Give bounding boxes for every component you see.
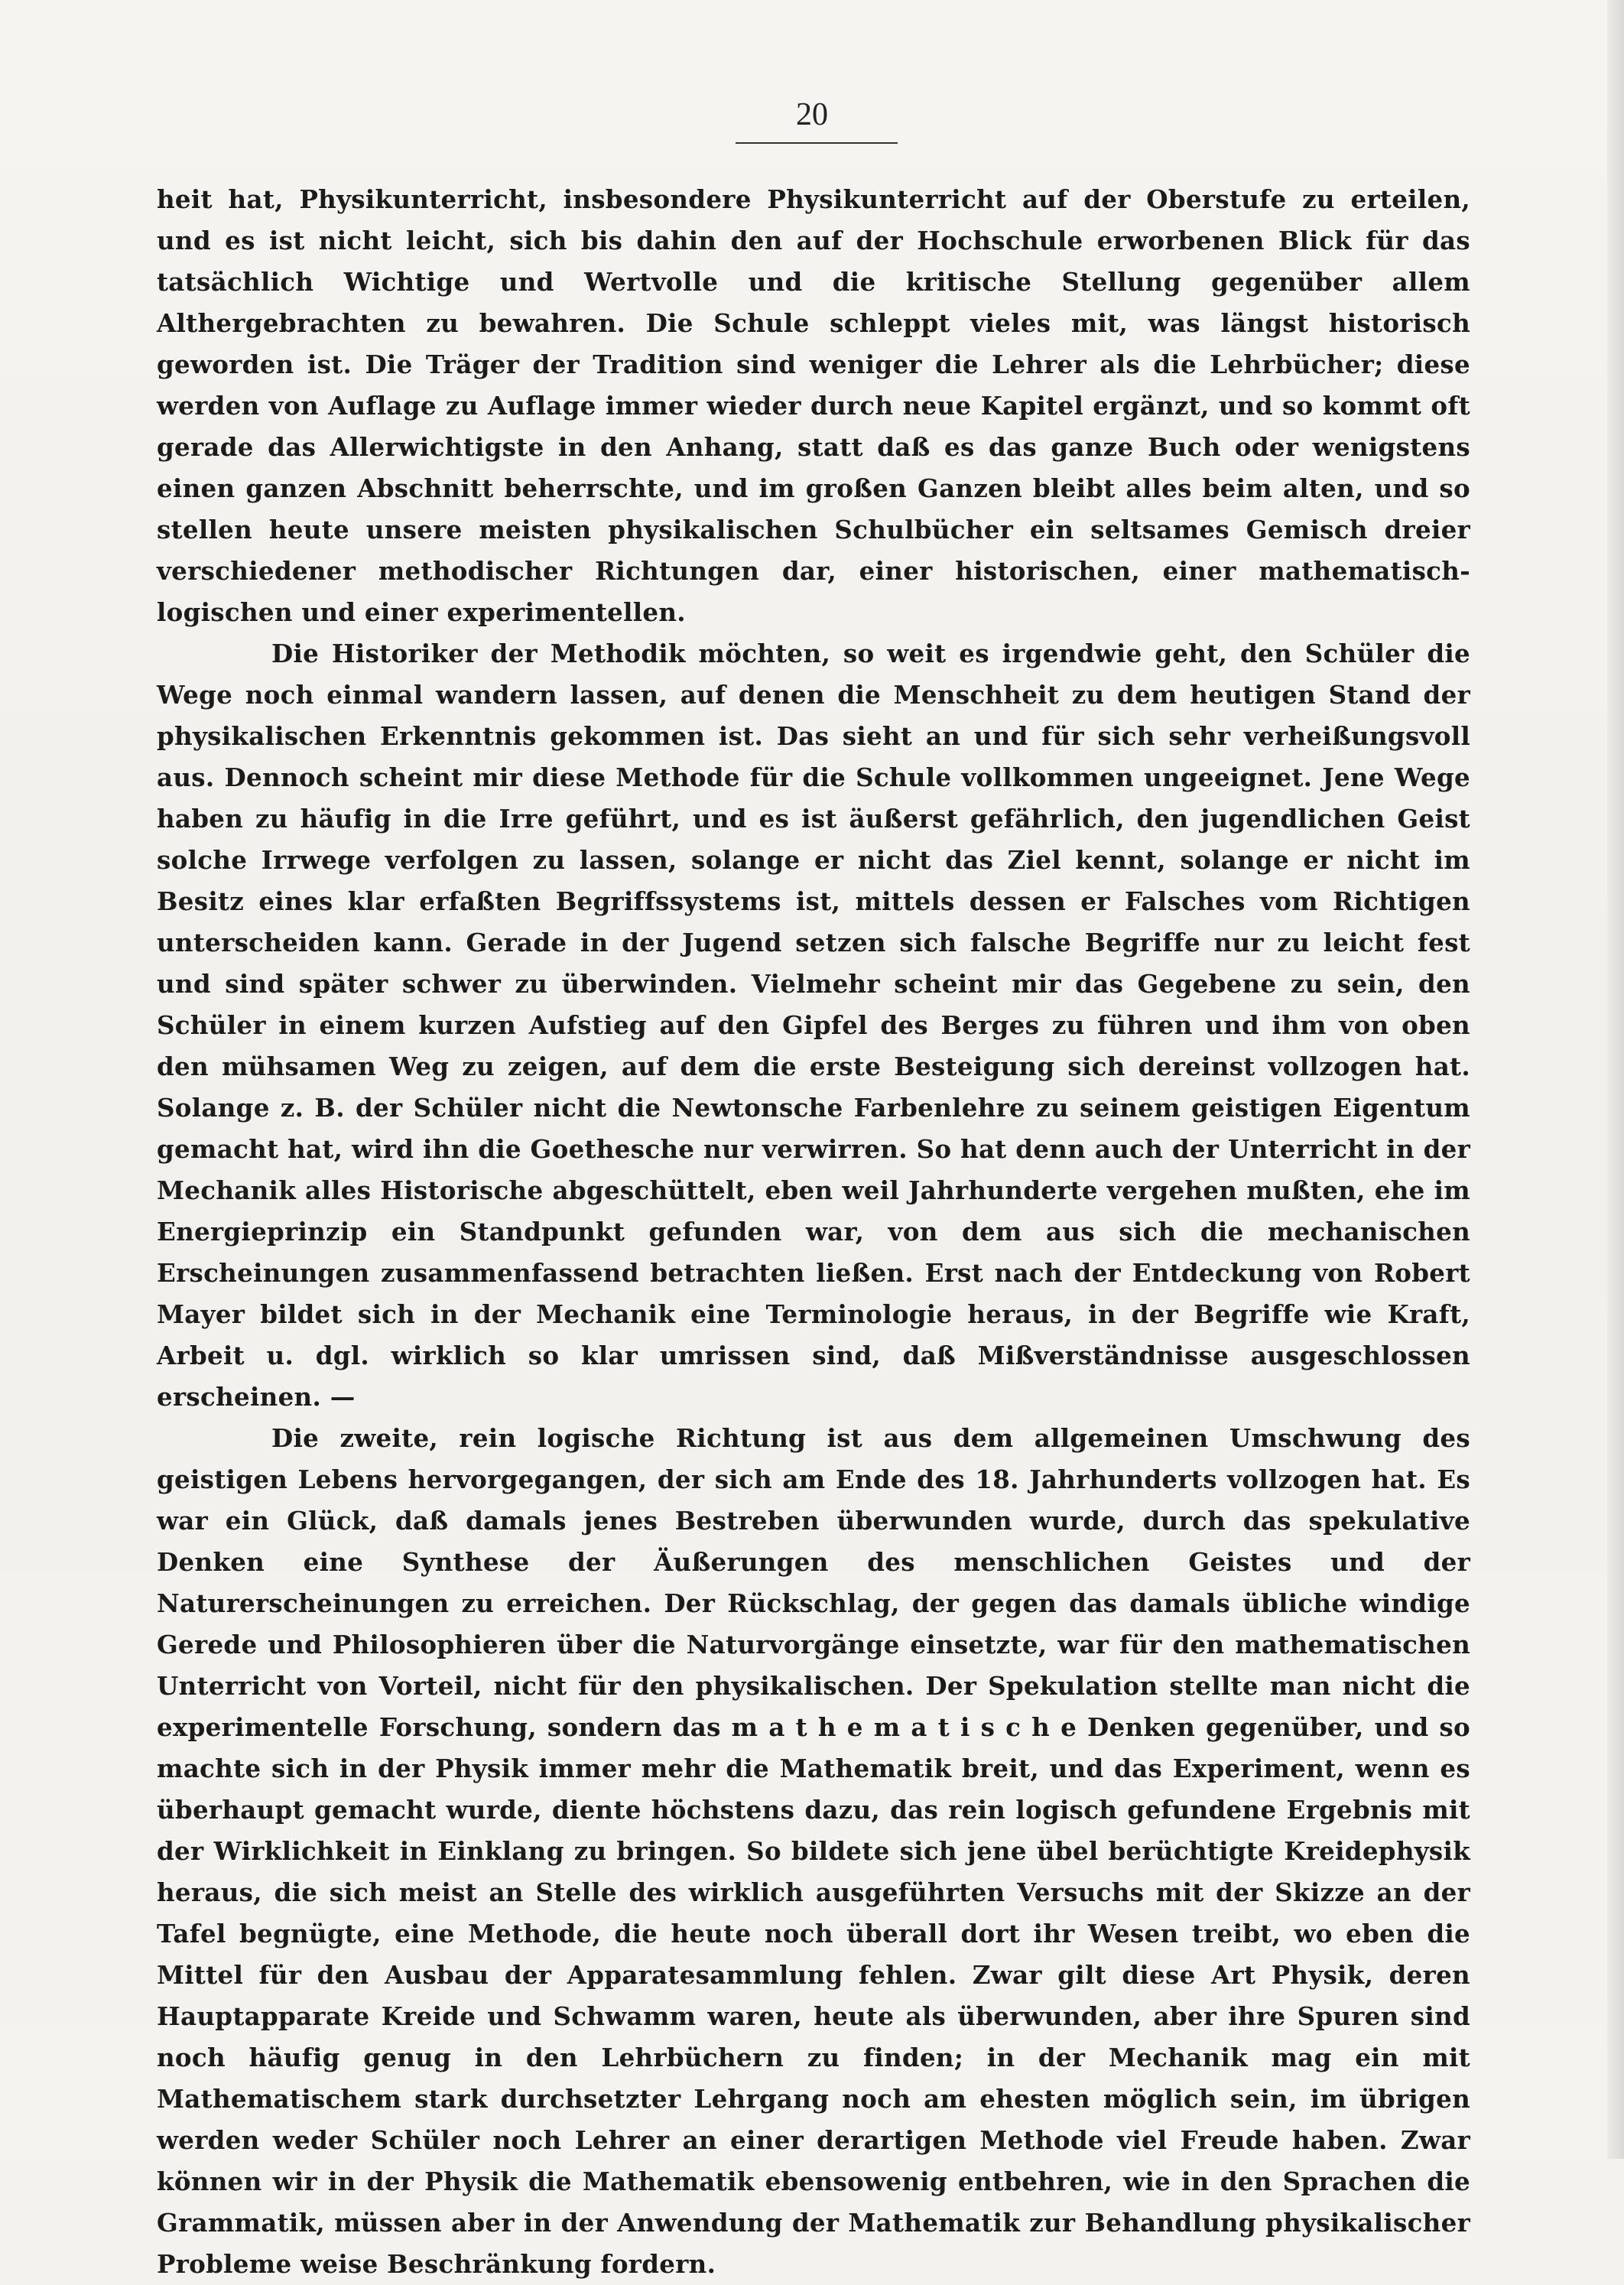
page-number-rule [736, 142, 898, 144]
page-edge-shadow [1607, 0, 1624, 2159]
paragraph-historical-method: Die Historiker der Methodik möchten, so weit es irgendwie geht, den Schüler die Wege noch einmal wandern lassen, auf denen die Menschheit zu dem heutigen Stand der physikalischen Erkenntnis gekommen ist. Das sieht an und für sich sehr verheißungsvoll aus. Dennoch scheint mir diese Methode für die Schule vollkommen ungeeignet. Jene Wege haben zu häufig in die Irre geführt, und es ist äußerst gefährlich, den jugendlichen Geist solche Irrwege verfolgen zu lassen, solange er nicht das Ziel kennt, solange er nicht im Besitz eines klar erfaßten Begriffssystems ist, mittels dessen er Falsches vom Richtigen unterscheiden kann. Gerade in der Jugend setzen sich falsche Begriffe nur zu leicht fest und sind später schwer zu überwinden. Vielmehr scheint mir das Gegebene zu sein, den Schüler in einem kurzen Aufstieg auf den Gipfel des Berges zu führen und ihm von oben den mühsamen Weg zu zeigen, auf dem die erste Besteigung sich dereinst vollzogen hat. Solange z. B. der Schüler nicht die Newtonsche Farbenlehre zu seinem geistigen Eigentum gemacht hat, wird ihn die Goethesche nur verwirren. So hat denn auch der Unterricht in der Mechanik alles Historische abgeschüttelt, eben weil Jahrhunderte vergehen mußten, ehe im Energieprinzip ein Standpunkt gefunden war, von dem aus sich die mechanischen Erscheinungen zusammenfassend betrachten ließen. Erst nach der Entdeckung von Robert Mayer bildet sich in der Mechanik eine Terminologie heraus, in der Begriffe wie Kraft, Arbeit u. dgl. wirklich so klar umrissen sind, daß Mißverständnisse ausgeschlossen erscheinen. — [157, 639, 1470, 1412]
page-number: 20 [796, 97, 828, 132]
text-body [157, 179, 1470, 2285]
paragraph-continuation: heit hat, Physikunterricht, insbesondere Physikunterricht auf der Oberstufe zu erteilen, und es ist nicht leicht, sich bis dahin den auf der Hochschule erworbenen Blick für das tatsächlich Wichtige und Wertvolle und die kritische Stellung gegenüber allem Althergebrachten zu bewahren. Die Schule schleppt vieles mit, was längst historisch geworden ist. Die Träger der Tradition sind weniger die Lehrer als die Lehrbücher; diese werden von Auflage zu Auflage immer wieder durch neue Kapitel ergänzt, und so kommt oft gerade das Allerwichtigste in den Anhang, statt daß es das ganze Buch oder wenigstens einen ganzen Abschnitt beherrschte, und im großen Ganzen bleibt alles beim alten, und so stellen heute unsere meisten physikalischen Schulbücher ein seltsames Gemisch dreier verschiedener methodischer Richtungen dar, einer historischen, einer mathematisch-logischen und einer experimentellen. [157, 184, 1470, 627]
paragraph-logical-method: Die zweite, rein logische Richtung ist aus dem allgemeinen Umschwung des geistigen Lebens hervorgegangen, der sich am Ende des 18. Jahrhunderts vollzogen hat. Es war ein Glück, daß damals jenes Bestreben überwunden wurde, durch das spekulative Denken eine Synthese der Äußerungen des menschlichen Geistes und der Naturerscheinungen zu erreichen. Der Rückschlag, der gegen das damals übliche windige Gerede und Philosophieren über die Naturvorgänge einsetzte, war für den mathematischen Unterricht von Vorteil, nicht für den physikalischen. Der Spekulation stellte man nicht die experimentelle Forschung, sondern das m a t h e m a t i s c h e Denken gegenüber, und so machte sich in der Physik immer mehr die Mathematik breit, und das Experiment, wenn es überhaupt gemacht wurde, diente höchstens dazu, das rein logisch gefundene Ergebnis mit der Wirklichkeit in Einklang zu bringen. So bildete sich jene übel berüchtigte Kreidephysik heraus, die sich meist an Stelle des wirklich ausgeführten Versuchs mit der Skizze an der Tafel begnügte, eine Methode, die heute noch überall dort ihr Wesen treibt, wo eben die Mittel für den Ausbau der Apparatesammlung fehlen. Zwar gilt diese Art Physik, deren Hauptapparate Kreide und Schwamm waren, heute als überwunden, aber ihre Spuren sind noch häufig genug in den Lehrbüchern zu finden; in der Mechanik mag ein mit Mathematischem stark durchsetzter Lehrgang noch am ehesten möglich sein, im übrigen werden weder Schüler noch Lehrer an einer derartigen Methode viel Freude haben. Zwar können wir in der Physik die Mathematik ebensowenig entbehren, wie in den Sprachen die Grammatik, müssen aber in der Anwendung der Mathematik zur Behandlung physikalischer Probleme weise Beschränkung fordern. [157, 1423, 1470, 2279]
